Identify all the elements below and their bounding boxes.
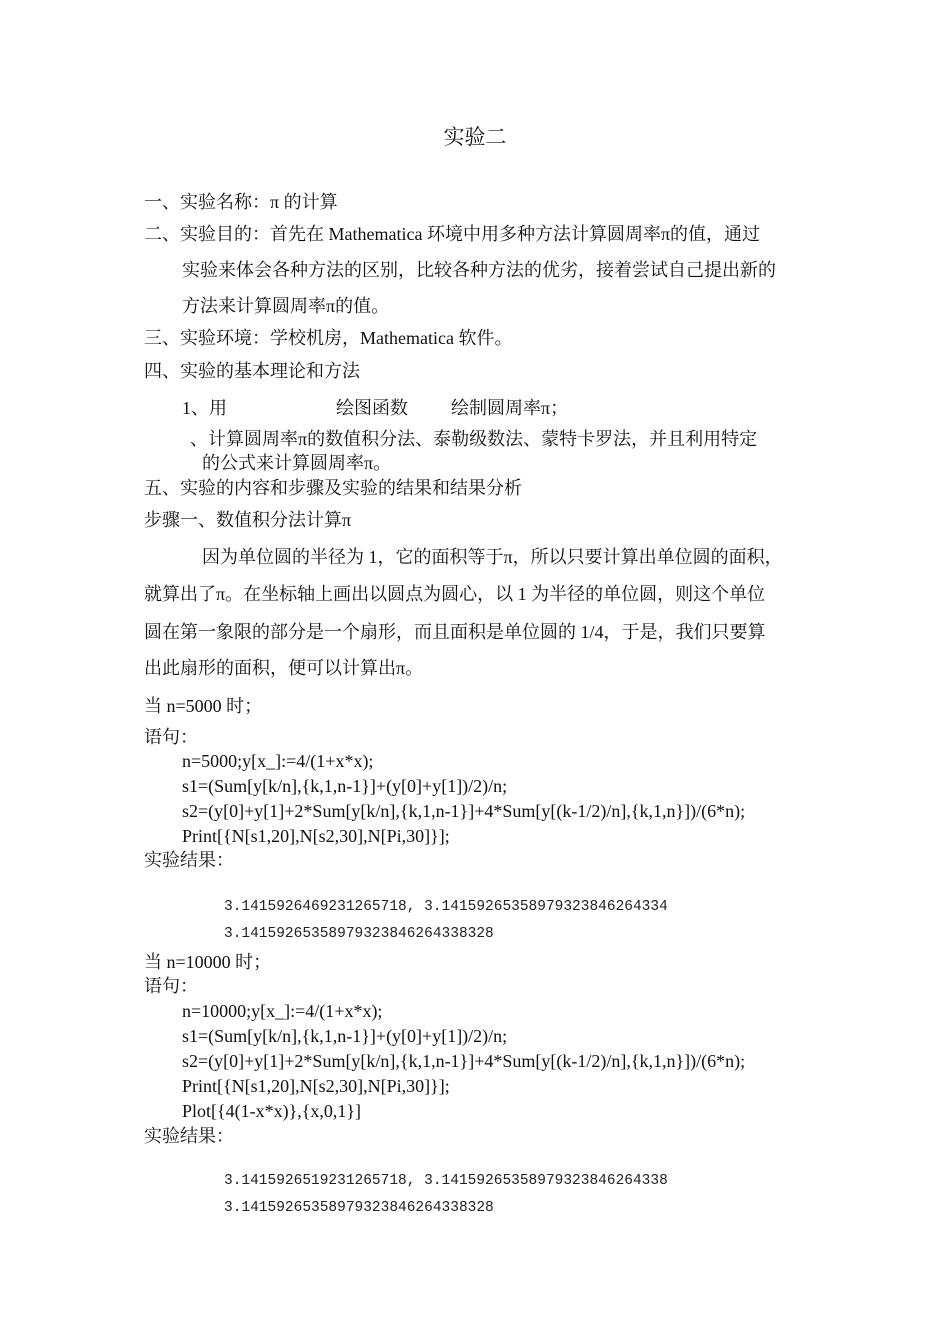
case-2-code-line: s2=(y[0]+y[1]+2*Sum[y[k/n],{k,1,n-1}]+4*Sum[y[(k-1/2)/n],{k,1,n}])/(6*n); [182,1051,746,1071]
case-1-code-line: n=5000;y[x_]:=4/(1+x*x); [182,751,374,771]
theory-item-1-suffix: 绘制圆周率π； [451,398,569,418]
theory-item-1-middle: 绘图函数 [336,398,408,418]
section-experiment-environment: 三、实验环境：学校机房，Mathematica 软件。 [144,328,513,348]
paragraph-line-4: 出此扇形的面积，便可以计算出π。 [144,658,424,678]
case-1-code-line: Print[{N[s1,20],N[s2,30],N[Pi,30]}]; [182,826,450,846]
section-basic-theory: 四、实验的基本理论和方法 [144,361,360,381]
case-2-code-line: n=10000;y[x_]:=4/(1+x*x); [182,1001,383,1021]
theory-item-2-line2: 的公式来计算圆周率π。 [202,453,392,473]
case-2-output-line: 3.1415926519231265718, 3.14159265358979323846264338 [224,1173,668,1189]
case-1-output-line: 3.1415926469231265718, 3.14159265358979323846264334 [224,899,668,915]
case-2-output-line: 3.14159265358979323846264338328 [224,1200,494,1216]
paragraph-line-1: 因为单位圆的半径为 1，它的面积等于π，所以只要计算出单位圆的面积， [202,547,783,567]
page-title: 实验二 [443,125,507,149]
section-experiment-purpose: 二、实验目的：首先在 Mathematica 环境中用多种方法计算圆周率π的值，通过 [144,224,761,244]
section-experiment-purpose-cont1: 实验来体会各种方法的区别，比较各种方法的优劣，接着尝试自己提出新的 [182,260,776,280]
case-2-code-line: Plot[{4(1-x*x)},{x,0,1}] [182,1101,362,1121]
case-1-condition: 当 n=5000 时； [144,696,263,716]
case-2-result-label: 实验结果： [144,1126,234,1146]
case-1-output-line: 3.14159265358979323846264338328 [224,926,494,942]
case-1-code-line: s2=(y[0]+y[1]+2*Sum[y[k/n],{k,1,n-1}]+4*Sum[y[(k-1/2)/n],{k,1,n}])/(6*n); [182,801,746,821]
case-2-code-line: s1=(Sum[y[k/n],{k,1,n-1}]+(y[0]+y[1])/2)/n; [182,1026,508,1046]
theory-item-2-line1: 、计算圆周率π的数值积分法、泰勒级数法、蒙特卡罗法，并且利用特定 [190,429,758,449]
section-content-steps: 五、实验的内容和步骤及实验的结果和结果分析 [144,478,522,498]
case-2-code-line: Print[{N[s1,20],N[s2,30],N[Pi,30]}]; [182,1076,450,1096]
case-2-condition: 当 n=10000 时； [144,952,272,972]
section-experiment-purpose-cont2: 方法来计算圆周率π的值。 [182,296,390,316]
case-1-code-line: s1=(Sum[y[k/n],{k,1,n-1}]+(y[0]+y[1])/2)/n; [182,776,508,796]
paragraph-line-2: 就算出了π。在坐标轴上画出以圆点为圆心，以 1 为半径的单位圆，则这个单位 [144,584,766,604]
case-2-statement-label: 语句： [144,976,198,996]
theory-item-1-prefix: 1、用 [182,398,227,418]
case-1-result-label: 实验结果： [144,850,234,870]
case-1-statement-label: 语句： [144,727,198,747]
section-experiment-name: 一、实验名称：π 的计算 [144,192,338,212]
step-1-heading: 步骤一、数值积分法计算π [144,510,352,530]
paragraph-line-3: 圆在第一象限的部分是一个扇形，而且面积是单位圆的 1/4，于是，我们只要算 [144,622,766,642]
